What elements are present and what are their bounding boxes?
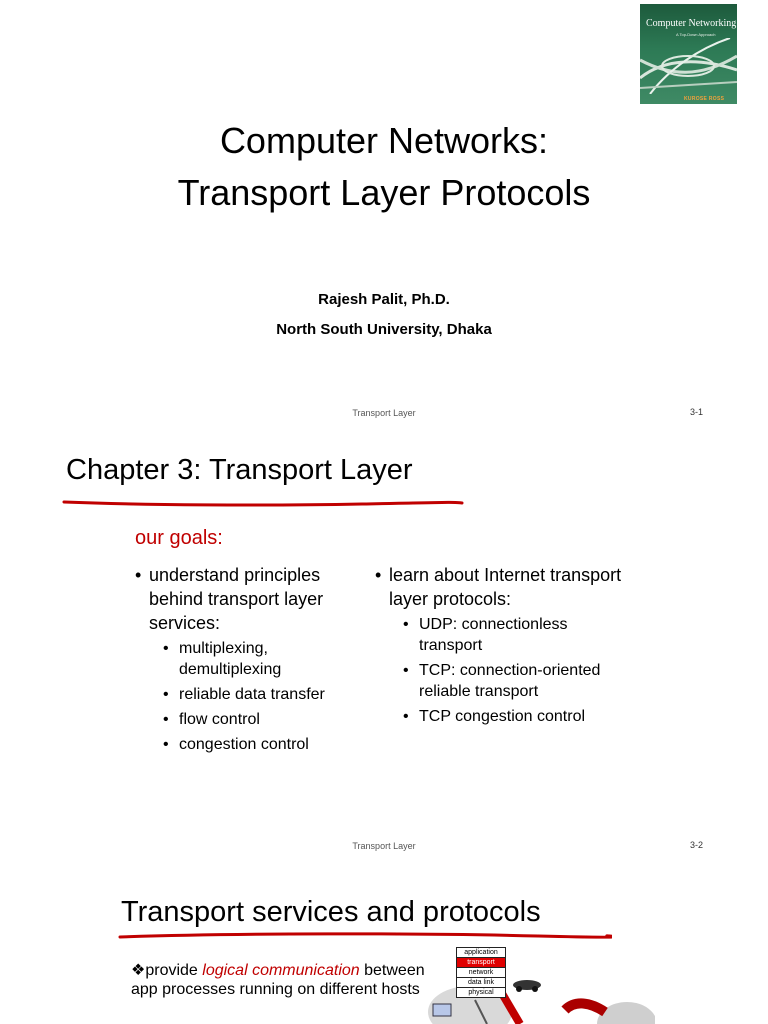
book-cover-image — [640, 4, 737, 104]
goals-right-list — [375, 563, 635, 731]
highway-interchange-picture — [640, 38, 737, 94]
goals-left-list — [135, 563, 365, 759]
slide-heading: Transport services and protocols — [121, 896, 541, 928]
book-title: Computer Networking — [646, 18, 737, 29]
transport-services-slide — [0, 860, 768, 1024]
goals-label: our goals: — [135, 527, 223, 549]
protocol-stack — [456, 947, 506, 998]
title-slide — [0, 0, 768, 430]
goal-text: learn about Internet transport layer protocols: — [389, 565, 622, 609]
goal-subitems — [149, 638, 365, 755]
goal-subitem: • TCP congestion control — [403, 706, 635, 727]
stack-layer: data link — [457, 978, 505, 988]
goal-subitem: • flow control — [163, 709, 365, 730]
page-number: 3-1 — [690, 407, 704, 417]
goal-subitem: • TCP: connection-oriented reliable transport — [403, 660, 635, 702]
stack-layer-highlighted: transport — [457, 958, 505, 968]
heading-underline — [118, 930, 612, 942]
network-diagram-picture — [415, 960, 655, 1024]
stack-layer: physical — [468, 989, 494, 996]
diamond-bullet-icon: ❖ — [131, 962, 146, 979]
slide-footer: Transport Layer — [352, 841, 416, 851]
goal-text: understand principles behind transport layer services: — [149, 565, 324, 633]
stack-layer: network — [457, 968, 505, 978]
service-bullet — [131, 961, 431, 999]
goal-item — [135, 563, 365, 755]
page-number: 3-2 — [690, 840, 704, 850]
goals-slide — [0, 430, 768, 860]
book-authors: KUROSE ROSS — [684, 96, 725, 102]
title-line-2: Transport Layer Protocols — [177, 172, 591, 213]
bullet-emphasis: logical communication — [202, 962, 360, 979]
goal-subitem: • congestion control — [163, 734, 365, 755]
author-affiliation: North South University, Dhaka — [276, 321, 492, 338]
slide-heading: Chapter 3: Transport Layer — [66, 454, 413, 486]
goal-subitems — [389, 614, 635, 727]
book-subtitle: A Top-Down Approach — [676, 32, 716, 37]
goal-item — [375, 563, 635, 727]
bullet-prefix: provide — [145, 962, 203, 979]
goal-subitem: • UDP: connectionless transport — [403, 614, 635, 656]
slide-footer: Transport Layer — [352, 408, 416, 418]
bullet-rest: between app processes running on different hosts — [131, 962, 425, 998]
author-name: Rajesh Palit, Ph.D. — [318, 291, 450, 308]
stack-layer: application — [457, 948, 505, 958]
title-line-1: Computer Networks: — [219, 120, 549, 161]
goal-subitem: • multiplexing, demultiplexing — [163, 638, 365, 680]
heading-underline — [62, 496, 466, 508]
goal-subitem: • reliable data transfer — [163, 684, 365, 705]
